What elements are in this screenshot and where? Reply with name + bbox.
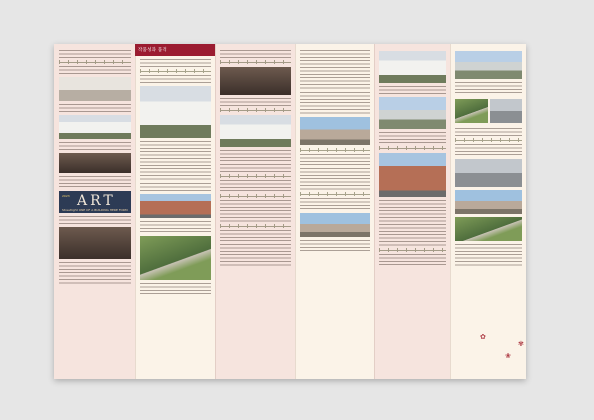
fold-line: [295, 44, 296, 379]
photo-tower: [455, 51, 522, 79]
photo-facade: [490, 99, 523, 123]
fold-line: [450, 44, 451, 379]
panel-6: [450, 44, 526, 379]
route-line: [220, 224, 291, 228]
text-block: [300, 50, 370, 90]
photo-street: [379, 97, 446, 129]
route-line: [220, 60, 291, 64]
photo-building: [59, 115, 131, 139]
panel-2: [135, 44, 215, 379]
text-block: [59, 50, 131, 58]
panel-4: [295, 44, 374, 379]
photo-panorama: [300, 213, 370, 237]
art-sign-word: ART: [77, 193, 116, 209]
text-block: [379, 200, 446, 222]
text-block: [300, 92, 370, 114]
text-block: [455, 144, 522, 156]
text-block: [455, 244, 522, 266]
photo-modern-house: [220, 115, 291, 147]
text-block: [379, 224, 446, 246]
text-block: [140, 141, 211, 181]
text-block: [59, 262, 131, 284]
text-block: [379, 254, 446, 266]
text-block: [59, 142, 131, 150]
text-block: [140, 283, 211, 295]
route-line: [379, 146, 446, 150]
text-block: [220, 150, 291, 162]
photo-aerial: [140, 236, 211, 280]
text-block: [220, 50, 291, 58]
text-block: [220, 164, 291, 172]
route-line: [220, 174, 291, 178]
route-line: [300, 148, 370, 152]
text-block: [379, 86, 446, 94]
photo-museum: [379, 51, 446, 83]
route-line: [220, 194, 291, 198]
photo-interior-dark: [59, 153, 131, 173]
photo-brick-house: [140, 194, 211, 218]
flower-ornament: ✾: [518, 340, 524, 348]
text-block: [379, 132, 446, 144]
text-block: [59, 66, 131, 74]
text-block: [59, 176, 131, 188]
panel-3: [215, 44, 295, 379]
route-line: [379, 248, 446, 252]
photo-row: [455, 96, 522, 126]
text-block: [300, 168, 370, 190]
photo-white-building: [140, 86, 211, 138]
route-line: [140, 69, 211, 73]
photo-park: [455, 217, 522, 241]
text-block: [59, 216, 131, 224]
flower-ornament: ❀: [505, 352, 511, 360]
art-sign-subtitle: Streetlight ONE OF A BUILDING HERE FORM: [62, 208, 128, 212]
fold-line: [215, 44, 216, 379]
text-block: [300, 198, 370, 210]
photo-courtyard: [220, 67, 291, 95]
text-block: [140, 59, 211, 67]
text-block: [455, 128, 522, 136]
text-block: [455, 82, 522, 94]
text-block: [300, 154, 370, 166]
photo-cityscape: [300, 117, 370, 145]
photo-trees: [59, 227, 131, 259]
text-block: [140, 221, 211, 233]
route-line: [455, 138, 522, 142]
photo-gallery-interior: [59, 77, 131, 101]
photo-brick-building: [379, 153, 446, 197]
route-line: [59, 60, 131, 64]
text-block: [220, 244, 291, 266]
photo-dome: [455, 159, 522, 187]
fold-line: [135, 44, 136, 379]
text-block: [220, 200, 291, 222]
fold-line: [374, 44, 375, 379]
route-line: [220, 108, 291, 112]
route-line: [300, 192, 370, 196]
brochure-spread: [54, 44, 526, 379]
text-block: [140, 75, 211, 83]
text-block: [59, 104, 131, 112]
photo-garden: [455, 99, 488, 123]
panel-1: [54, 44, 135, 379]
text-block: [140, 183, 211, 191]
photo-hall: [455, 190, 522, 214]
art-sign-tag: 2023: [62, 194, 70, 198]
flower-ornament: ✿: [480, 333, 486, 341]
panel-5: [374, 44, 450, 379]
text-block: [300, 240, 370, 252]
text-block: [220, 180, 291, 192]
panel-2-header: 작품성과 품격: [135, 44, 215, 56]
text-block: [220, 98, 291, 106]
art-sign-photo: [59, 191, 131, 213]
text-block: [220, 230, 291, 242]
